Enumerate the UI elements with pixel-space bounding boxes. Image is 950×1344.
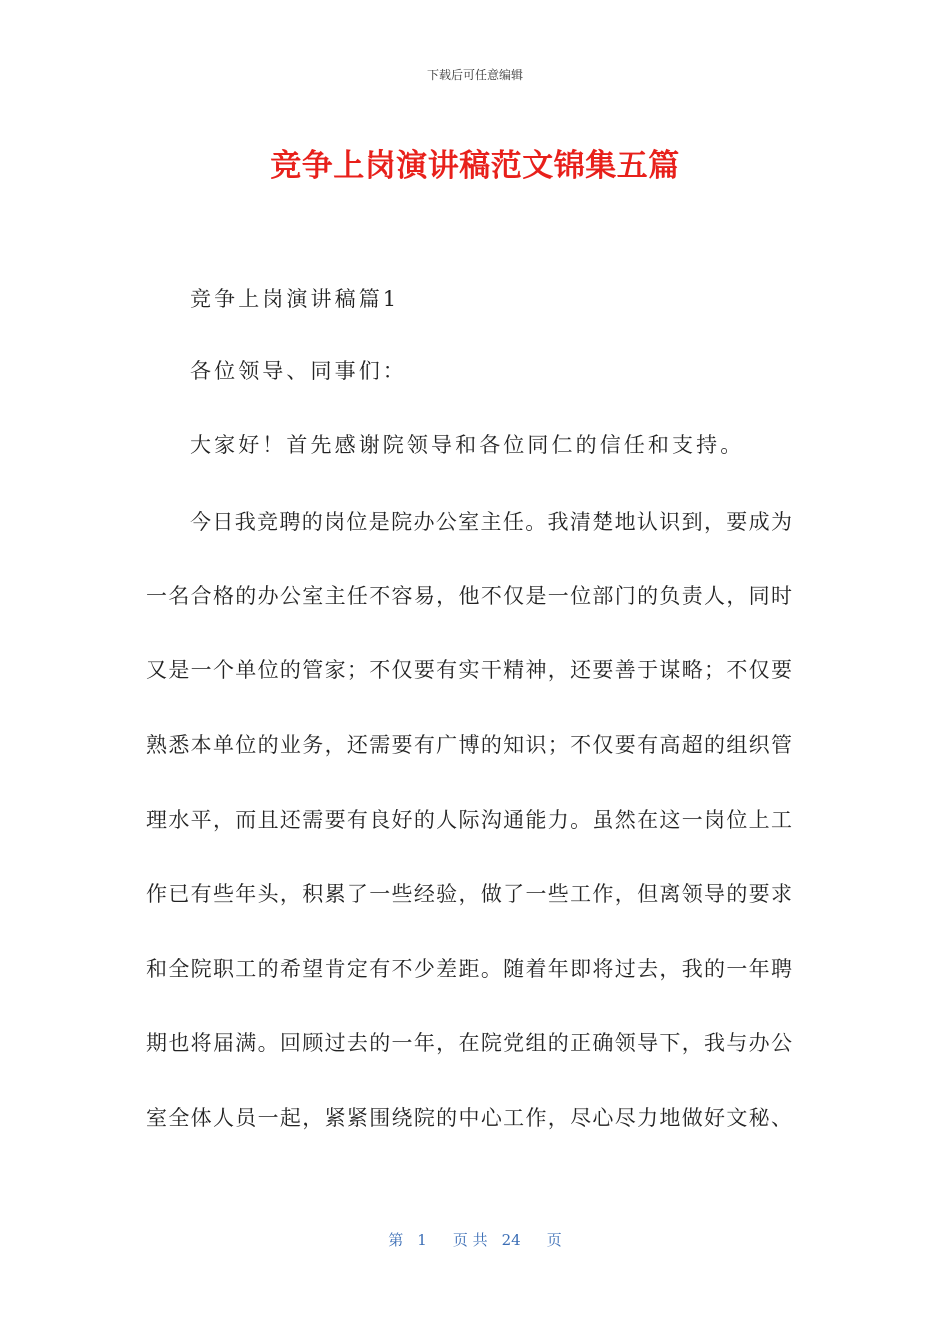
- end-label: 页: [546, 1231, 562, 1249]
- body-line: 作已有些年头，积累了一些经验，做了一些工作，但离领导的要求: [146, 882, 792, 906]
- total-pages-number: 24: [501, 1231, 521, 1249]
- body-line: 室全体人员一起，紧紧围绕院的中心工作，尽心尽力地做好文秘、: [146, 1106, 792, 1130]
- body-line: 熟悉本单位的业务，还需要有广博的知识；不仅要有高超的组织管: [146, 733, 792, 757]
- body-line: 和全院职工的希望肯定有不少差距。随着年即将过去，我的一年聘: [146, 957, 792, 981]
- body-line: 理水平，而且还需要有良好的人际沟通能力。虽然在这一岗位上工: [146, 808, 792, 832]
- header-note: 下载后可任意编辑: [426, 68, 523, 82]
- greeting-line: 各位领导、同事们：: [190, 359, 407, 383]
- current-page-number: 1: [417, 1231, 427, 1249]
- body-line: 期也将届满。回顾过去的一年，在院党组的正确领导下，我与办公: [146, 1031, 792, 1055]
- page-label: 第: [388, 1231, 404, 1249]
- body-line: 今日我竞聘的岗位是院办公室主任。我清楚地认识到，要成为: [190, 510, 792, 534]
- total-label: 页 共: [452, 1231, 488, 1249]
- section-heading: 竞争上岗演讲稿篇1: [190, 287, 400, 311]
- document-title: 竞争上岗演讲稿范文锦集五篇: [270, 148, 680, 184]
- opening-line: 大家好！首先感谢院领导和各位同仁的信任和支持。: [190, 433, 745, 457]
- body-line: 又是一个单位的管家；不仅要有实干精神，还要善于谋略；不仅要: [146, 658, 792, 682]
- page-footer: [0, 1229, 950, 1250]
- body-line: 一名合格的办公室主任不容易，他不仅是一位部门的负责人，同时: [146, 584, 792, 608]
